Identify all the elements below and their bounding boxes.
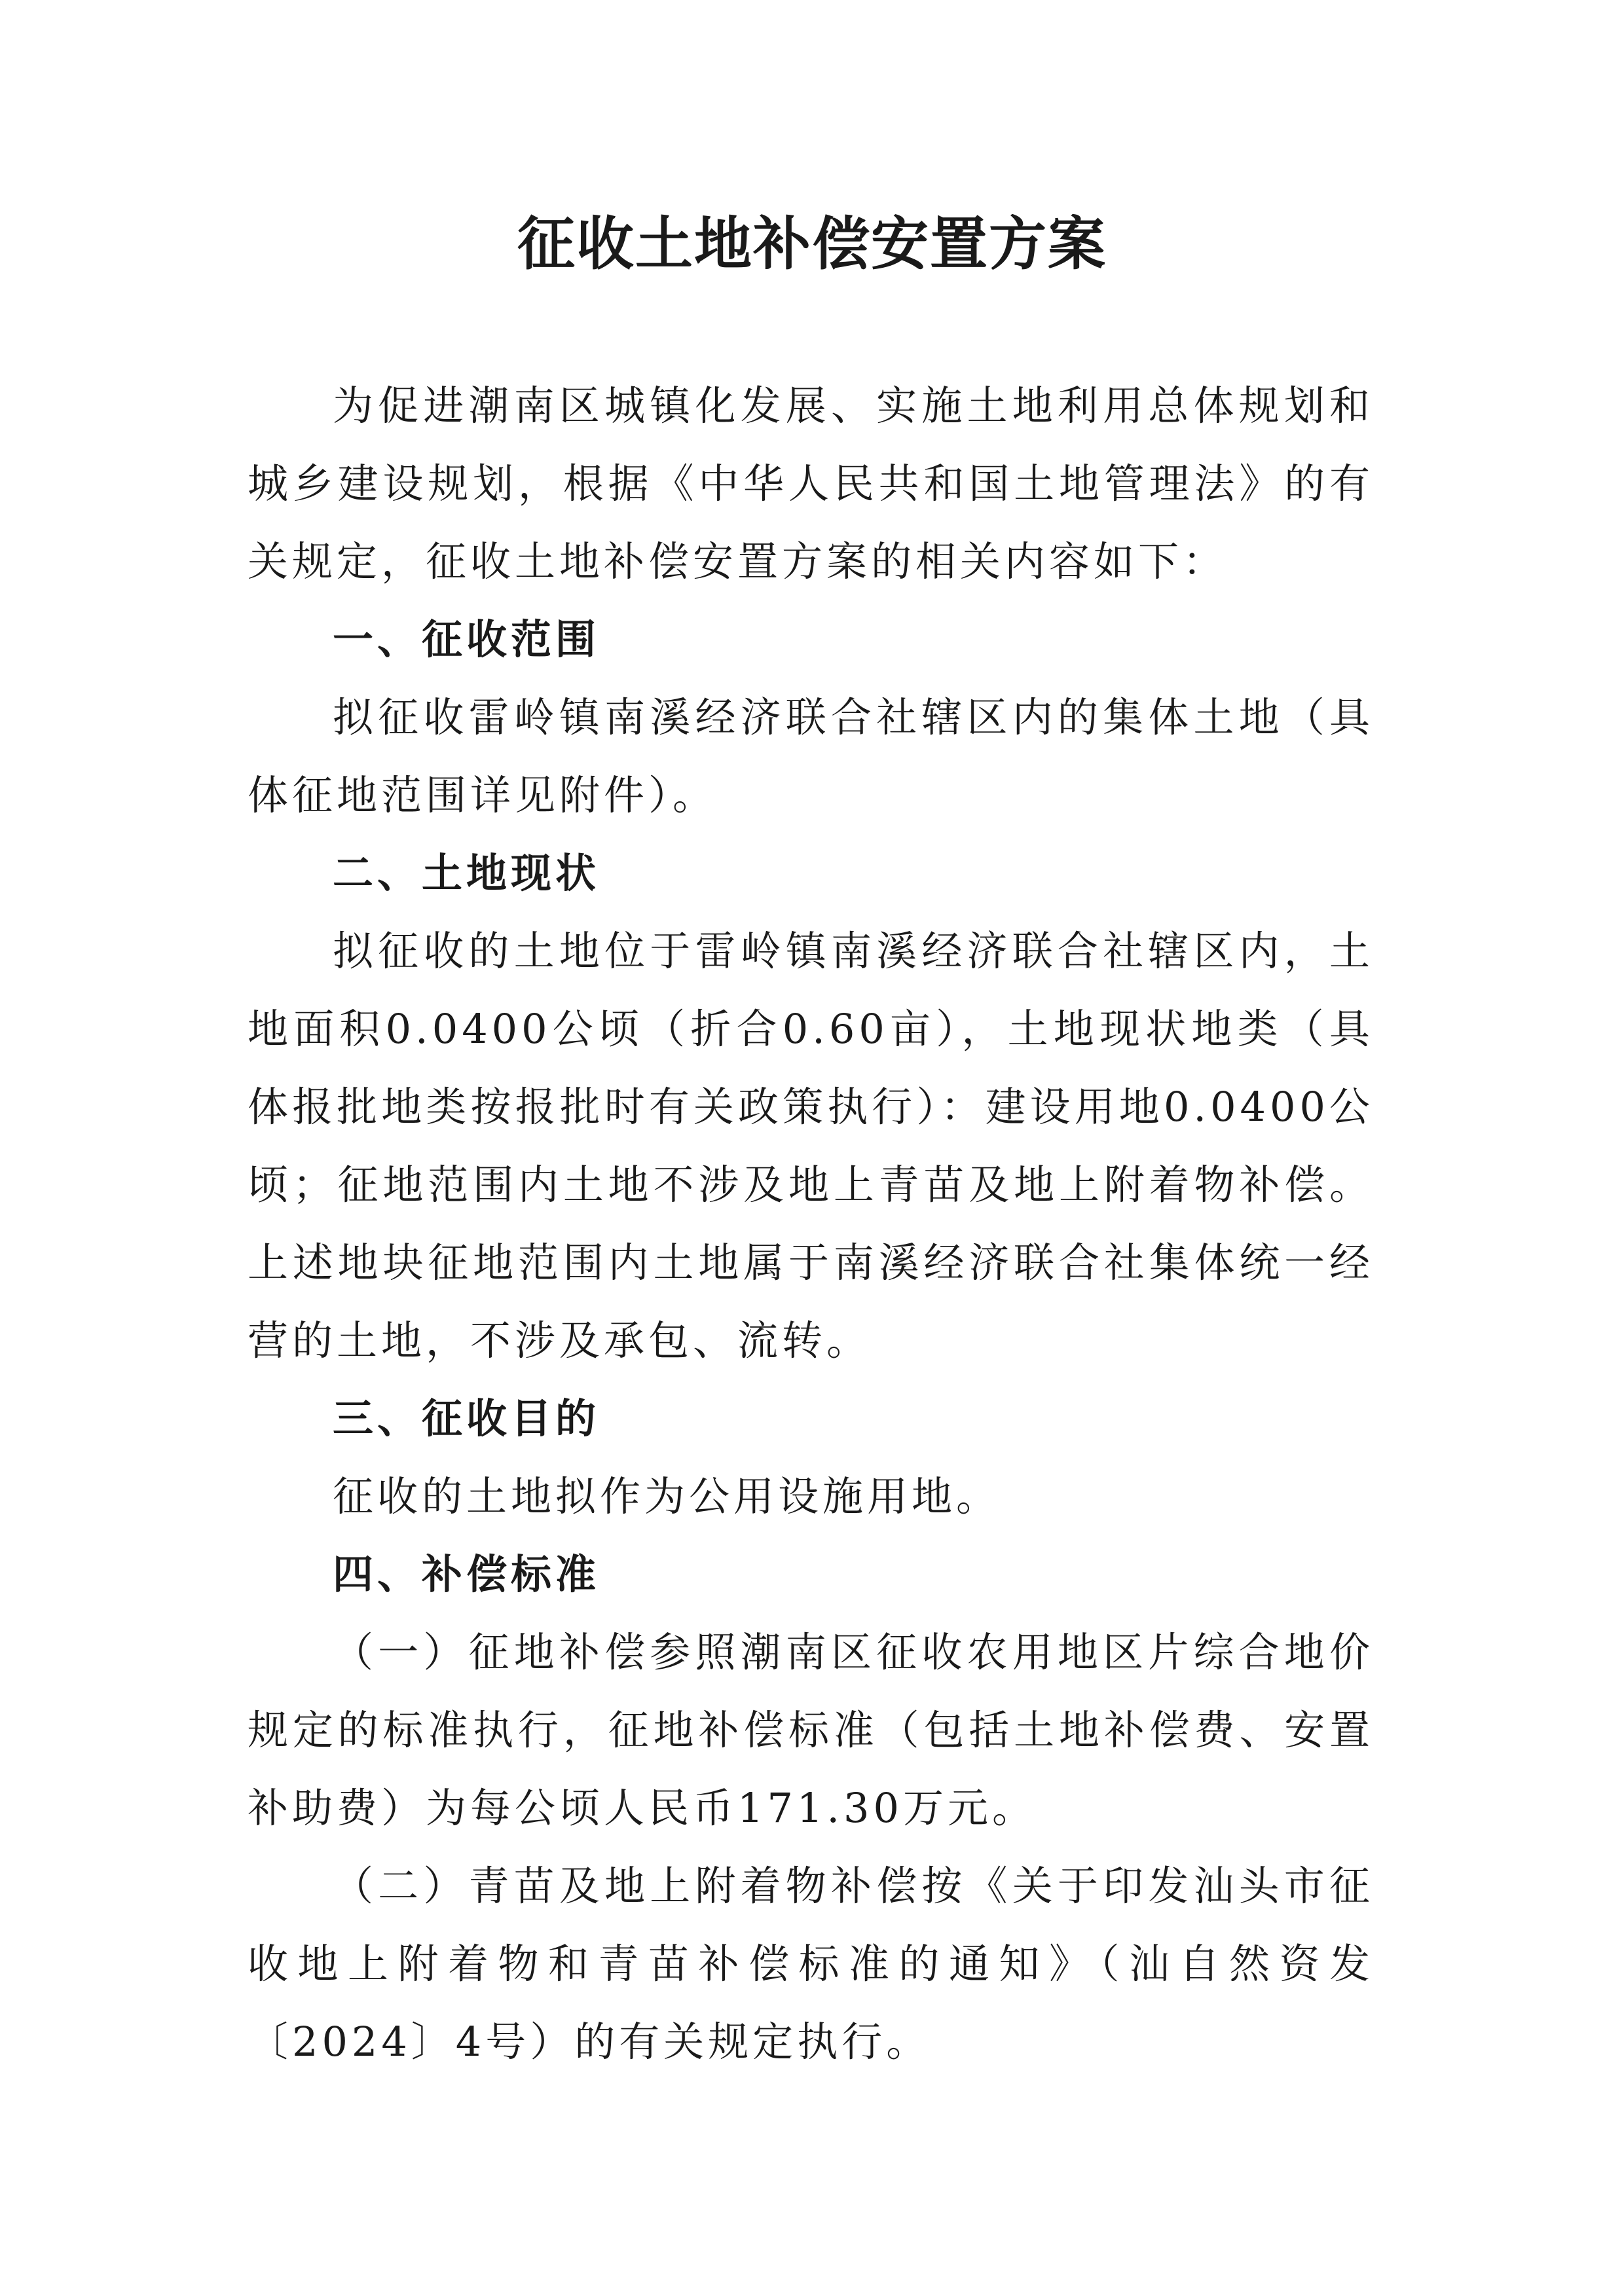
section-paragraph-land-status: 拟征收的土地位于雷岭镇南溪经济联合社辖区内，土地面积0.0400公顷（折合0.60亩），土地现状地类（具体报批地类按报批时有关政策执行）：建设用地0.0400公顷；征地范围内土地不涉及地上青苗及地上附着物补偿。上述地块征地范围内土地属于南溪经济联合社集体统一经营的土地，不涉及承包、流转。 [248, 927, 1374, 1364]
section-heading-purpose: 三、征收目的 [333, 1394, 600, 1442]
section-heading-compensation: 四、补偿标准 [333, 1550, 600, 1598]
intro-paragraph: 为促进潮南区城镇化发展、实施土地利用总体规划和城乡建设规划，根据《中华人民共和国土地管理法》的有关规定，征收土地补偿安置方案的相关内容如下： [248, 382, 1374, 585]
page-title: 征收土地补偿安置方案 [517, 210, 1107, 278]
document-body [248, 367, 1374, 2081]
section-paragraph-scope: 拟征收雷岭镇南溪经济联合社辖区内的集体土地（具体征地范围详见附件）。 [248, 693, 1374, 819]
section-heading-scope: 一、征收范围 [333, 615, 600, 663]
section-heading-land-status: 二、土地现状 [333, 849, 600, 897]
section-paragraph-compensation-2: （二）青苗及地上附着物补偿按《关于印发汕头市征收地上附着物和青苗补偿标准的通知》（汕自然资发〔2024〕4号）的有关规定执行。 [248, 1862, 1374, 2066]
section-paragraph-purpose: 征收的土地拟作为公用设施用地。 [333, 1472, 1001, 1520]
section-paragraph-compensation-1: （一）征地补偿参照潮南区征收农用地区片综合地价规定的标准执行，征地补偿标准（包括土地补偿费、安置补助费）为每公顷人民币171.30万元。 [248, 1628, 1374, 1832]
